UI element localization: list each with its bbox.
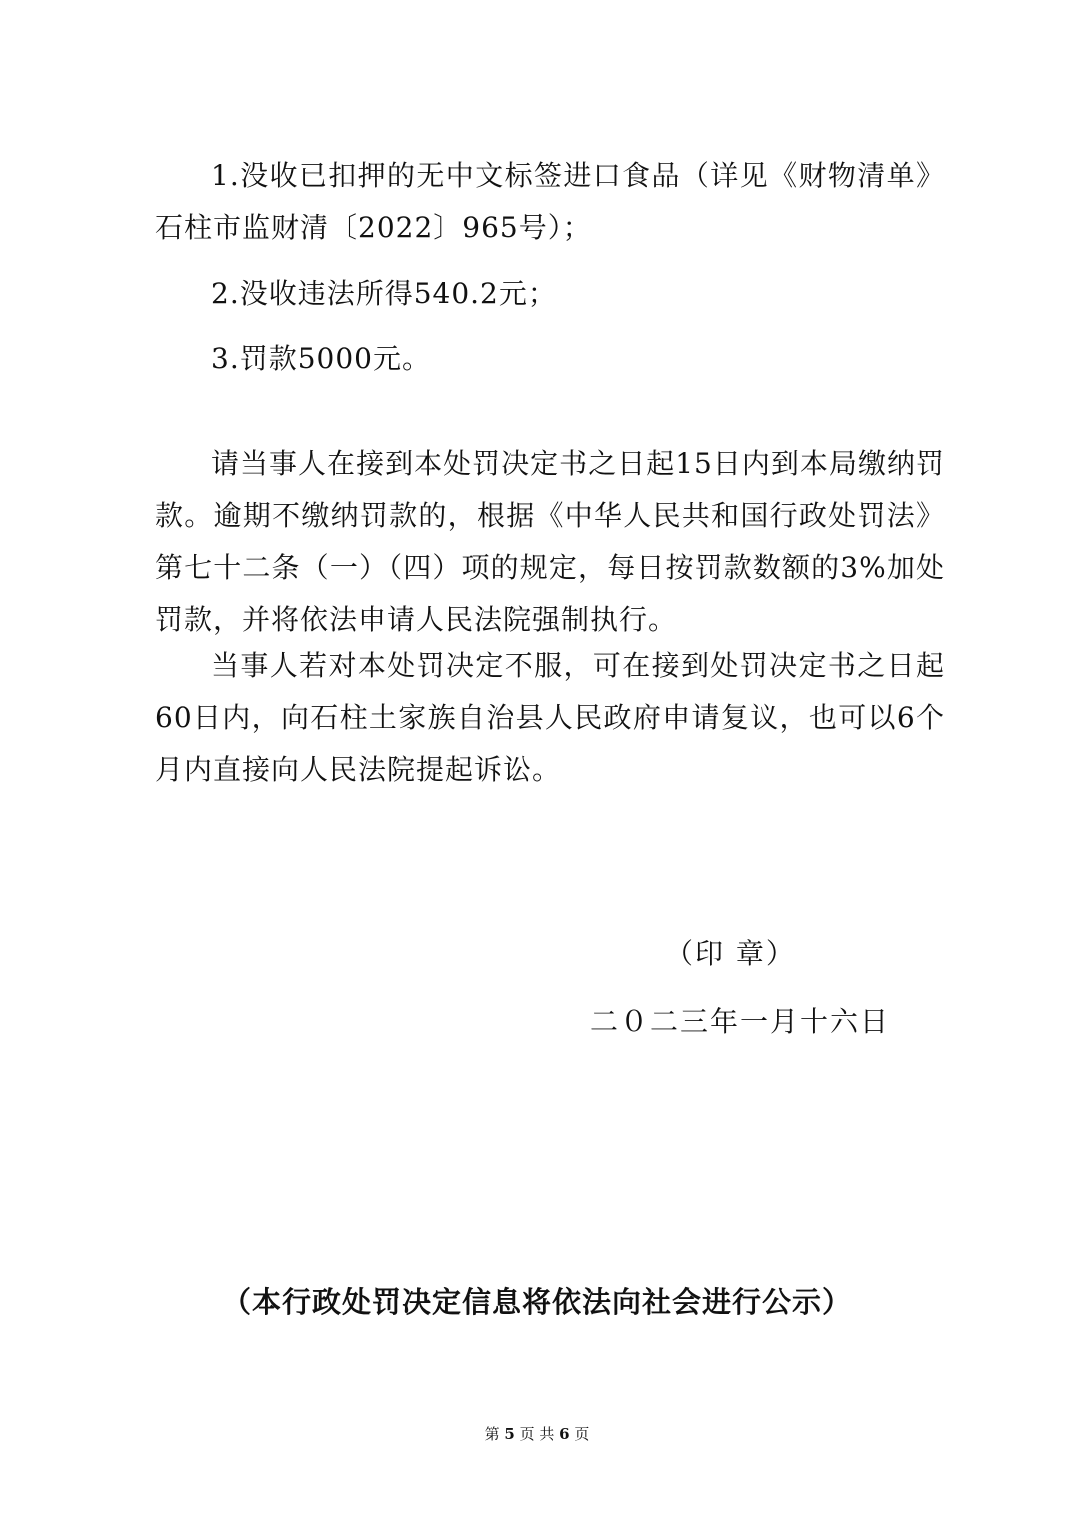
appeal-paragraph: 当事人若对本处罚决定不服，可在接到处罚决定书之日起60日内，向石柱土家族自治县人民政府申请复议，也可以6个月内直接向人民法院提起诉讼。 bbox=[155, 649, 945, 786]
footer-suffix: 页 bbox=[574, 1425, 590, 1443]
item-confiscate-income: 2.没收违法所得540.2元； bbox=[211, 277, 557, 310]
item-fine: 3.罚款5000元。 bbox=[211, 342, 431, 375]
payment-paragraph: 请当事人在接到本处罚决定书之日起15日内到本局缴纳罚款。逾期不缴纳罚款的，根据《中华人民共和国行政处罚法》第七十二条（一）（四）项的规定，每日按罚款数额的3%加处罚款，并将依法申请人民法院强制执行。 bbox=[155, 447, 945, 636]
public-notice: （本行政处罚决定信息将依法向社会进行公示） bbox=[221, 1285, 852, 1319]
footer-middle: 页 共 bbox=[519, 1425, 555, 1443]
issue-date: 二０二三年一月十六日 bbox=[590, 1005, 891, 1038]
footer-current-page: 5 bbox=[504, 1425, 515, 1443]
footer-total-pages: 6 bbox=[559, 1425, 570, 1443]
seal-label: （印 章） bbox=[665, 937, 796, 970]
item-confiscate-goods: 1.没收已扣押的无中文标签进口食品（详见《财物清单》石柱市监财清〔2022〕965号）； bbox=[155, 159, 945, 244]
footer-prefix: 第 bbox=[484, 1425, 500, 1443]
page-footer bbox=[0, 1422, 1074, 1446]
